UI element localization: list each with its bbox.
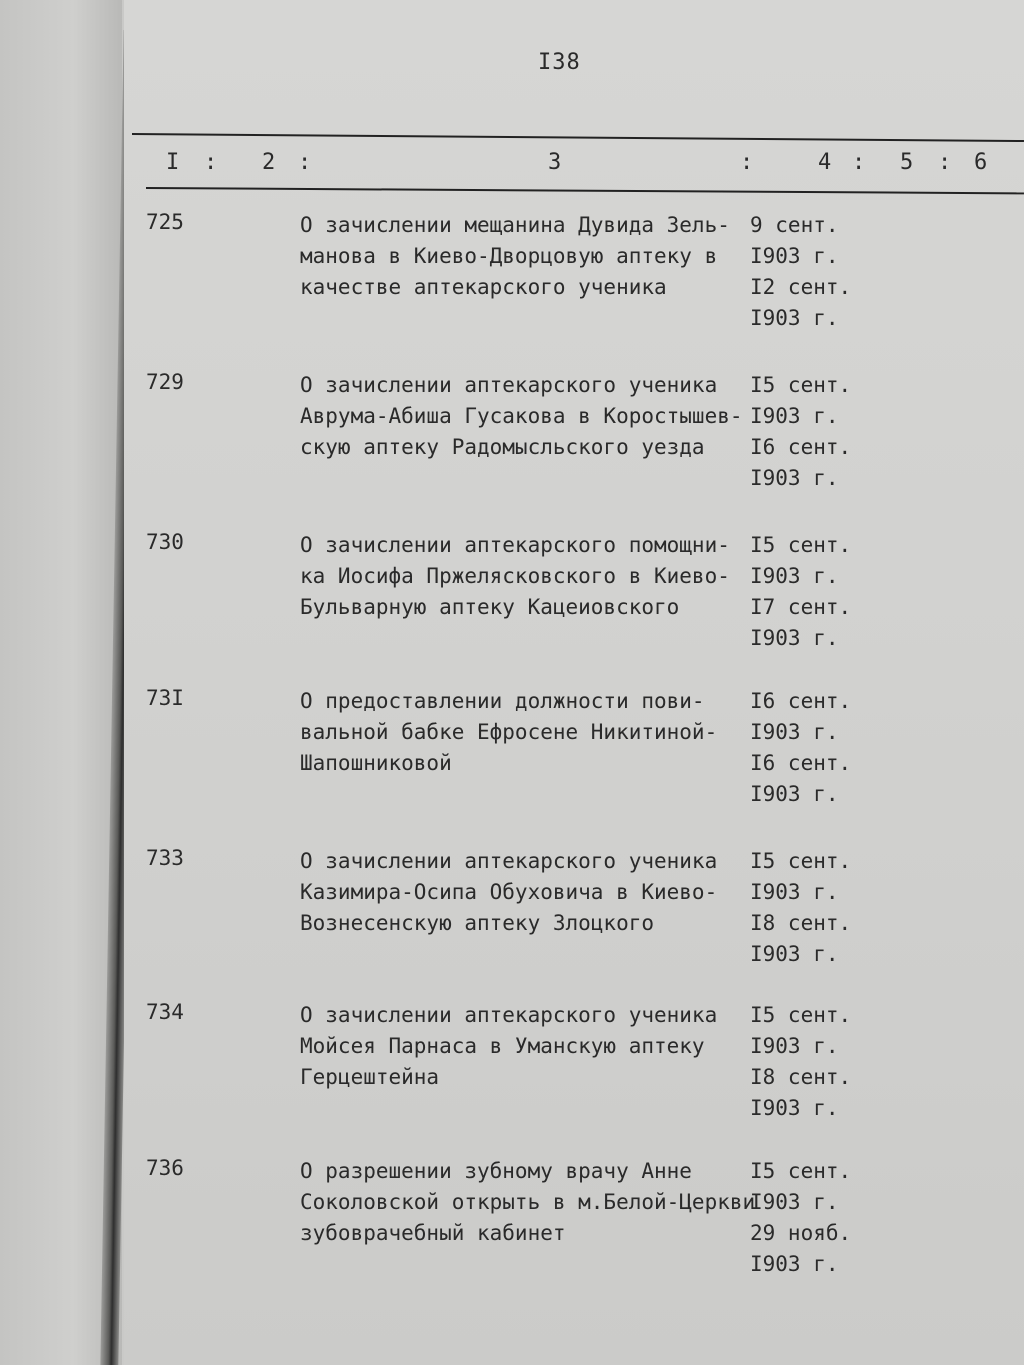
column-header-3: 3 xyxy=(548,150,562,175)
entry-description: О предоставлении должности пови- вальной бабке Ефросене Никитиной- Шапошниковой xyxy=(300,689,718,775)
entry-dates: I6 сент. I903 г. I6 сент. I903 г. xyxy=(750,689,852,806)
entry-number: 734 xyxy=(146,1000,184,1024)
column-separator: : xyxy=(852,150,866,175)
register-entry xyxy=(0,686,1024,846)
entry-number: 729 xyxy=(146,370,184,394)
page-number: I38 xyxy=(538,50,581,75)
entry-dates: I5 сент. I903 г. I8 сент. I903 г. xyxy=(750,849,852,966)
register-entry xyxy=(0,210,1024,370)
column-header-5: 5 xyxy=(900,150,914,175)
column-header-6: 6 xyxy=(974,150,988,175)
column-separator: : xyxy=(740,150,754,175)
entry-number: 730 xyxy=(146,530,184,554)
entry-dates: I5 сент. I903 г. I8 сент. I903 г. xyxy=(750,1003,852,1120)
column-separator: : xyxy=(204,150,218,175)
column-separator: : xyxy=(938,150,952,175)
column-header-4: 4 xyxy=(818,150,832,175)
entry-number: 733 xyxy=(146,846,184,870)
entry-dates: I5 сент. I903 г. 29 нояб. I903 г. xyxy=(750,1159,852,1276)
register-entry xyxy=(0,370,1024,530)
entry-description: О зачислении аптекарского ученика Казимира-Осипа Обуховича в Киево- Вознесенскую аптеку Злоцкого xyxy=(300,849,718,935)
entry-dates: I5 сент. I903 г. I6 сент. I903 г. xyxy=(750,373,852,490)
entry-description: О зачислении аптекарского ученика Аврума-Абиша Гусакова в Коростышев- скую аптеку Радомысльского уезда xyxy=(300,373,743,459)
entry-description: О зачислении мещанина Дувида Зель- манова в Киево-Дворцовую аптеку в качестве аптекарского ученика xyxy=(300,213,730,299)
entry-dates: I5 сент. I903 г. I7 сент. I903 г. xyxy=(750,533,852,650)
column-header-1: I xyxy=(166,150,180,175)
entry-dates: 9 сент. I903 г. I2 сент. I903 г. xyxy=(750,213,852,330)
register-entry xyxy=(0,530,1024,690)
entry-number: 736 xyxy=(146,1156,184,1180)
entry-description: О зачислении аптекарского помощни- ка Иосифа Пржелясковского в Киево- Бульварную аптеку Кацеиовского xyxy=(300,533,730,619)
column-header-2: 2 xyxy=(262,150,276,175)
entry-number: 725 xyxy=(146,210,184,234)
entry-description: О зачислении аптекарского ученика Мойсея Парнаса в Уманскую аптеку Герцештейна xyxy=(300,1003,718,1089)
register-entry xyxy=(0,846,1024,1006)
register-entry xyxy=(0,1156,1024,1316)
column-separator: : xyxy=(298,150,312,175)
entry-description: О разрешении зубному врачу Анне Соколовской открыть в м.Белой-Церкви зубоврачебный кабинет xyxy=(300,1159,756,1245)
register-entry xyxy=(0,1000,1024,1160)
entry-number: 73I xyxy=(146,686,184,710)
